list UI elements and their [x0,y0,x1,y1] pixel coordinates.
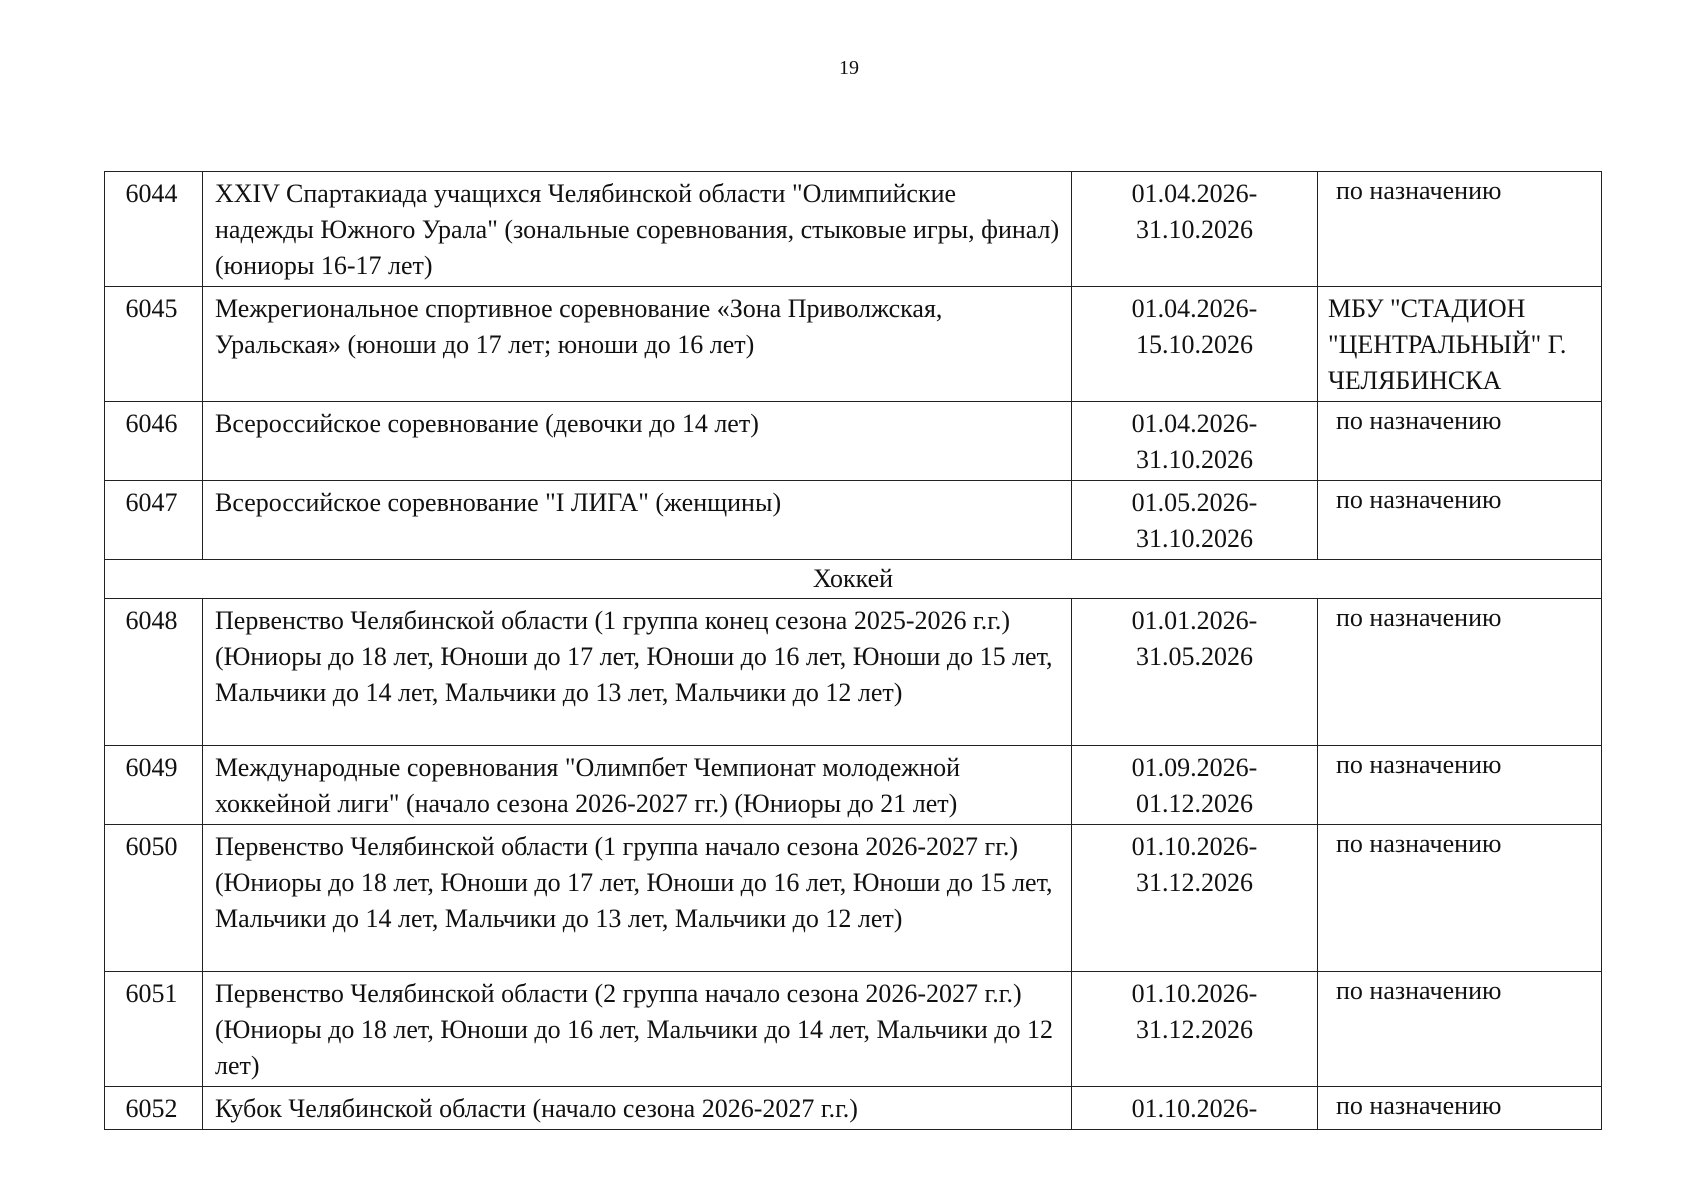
event-dates: 01.09.2026- 01.12.2026 [1072,746,1318,825]
event-place: по назначению [1318,172,1602,287]
event-name: Кубок Челябинской области (начало сезона 2026-2027 г.г.) [203,1087,1072,1130]
event-name: Первенство Челябинской области (2 группа начало сезона 2026-2027 г.г.) (Юниоры до 18 лет, Юноши до 16 лет, Мальчики до 14 лет, Мальчики до 12 лет) [203,972,1072,1087]
event-place: по назначению [1318,746,1602,825]
event-number: 6045 [105,287,203,402]
event-dates: 01.04.2026- 15.10.2026 [1072,287,1318,402]
event-number: 6044 [105,172,203,287]
event-place: по назначению [1318,599,1602,746]
event-name: Первенство Челябинской области (1 группа конец сезона 2025-2026 г.г.) (Юниоры до 18 лет, Юноши до 17 лет, Юноши до 16 лет, Юноши до 15 лет, Мальчики до 14 лет, Мальчики до 13 лет, Мальчики до 12 лет) [203,599,1072,746]
event-name: Межрегиональное спортивное соревнование «Зона Приволжская, Уральская» (юноши до 17 лет; юноши до 16 лет) [203,287,1072,402]
event-name: XXIV Спартакиада учащихся Челябинской области "Олимпийские надежды Южного Урала" (зональные соревнования, стыковые игры, финал) (юниоры 16-17 лет) [203,172,1072,287]
event-number: 6046 [105,402,203,481]
event-place: по назначению [1318,481,1602,560]
event-number: 6048 [105,599,203,746]
event-name: Всероссийское соревнование "I ЛИГА" (женщины) [203,481,1072,560]
event-name: Первенство Челябинской области (1 группа начало сезона 2026-2027 гг.) (Юниоры до 18 лет, Юноши до 17 лет, Юноши до 16 лет, Юноши до 15 лет, Мальчики до 14 лет, Мальчики до 13 лет, Мальчики до 12 лет) [203,825,1072,972]
event-place: МБУ "СТАДИОН "ЦЕНТРАЛЬНЫЙ" Г. ЧЕЛЯБИНСКА [1318,287,1602,402]
table-row [105,746,1602,825]
event-number: 6047 [105,481,203,560]
event-place: по назначению [1318,402,1602,481]
table-row [105,172,1602,287]
event-place: по назначению [1318,825,1602,972]
section-title: Хоккей [105,560,1602,599]
event-dates: 01.10.2026- 31.12.2026 [1072,825,1318,972]
event-name: Международные соревнования "Олимпбет Чемпионат молодежной хоккейной лиги" (начало сезона 2026-2027 гг.) (Юниоры до 21 лет) [203,746,1072,825]
event-place: по назначению [1318,972,1602,1087]
table-row [105,599,1602,746]
table-row [105,972,1602,1087]
page-number: 19 [839,57,859,79]
event-place: по назначению [1318,1087,1602,1130]
event-number: 6049 [105,746,203,825]
table-row [105,1087,1602,1130]
event-dates: 01.10.2026- 31.12.2026 [1072,972,1318,1087]
event-dates: 01.04.2026- 31.10.2026 [1072,172,1318,287]
event-name: Всероссийское соревнование (девочки до 14 лет) [203,402,1072,481]
event-number: 6051 [105,972,203,1087]
event-dates: 01.10.2026- [1072,1087,1318,1130]
event-dates: 01.04.2026- 31.10.2026 [1072,402,1318,481]
section-row [105,560,1602,599]
event-number: 6052 [105,1087,203,1130]
event-dates: 01.01.2026- 31.05.2026 [1072,599,1318,746]
table-row [105,402,1602,481]
events-table [104,171,1602,1130]
event-number: 6050 [105,825,203,972]
table-row [105,287,1602,402]
table-row [105,481,1602,560]
event-dates: 01.05.2026- 31.10.2026 [1072,481,1318,560]
table-row [105,825,1602,972]
